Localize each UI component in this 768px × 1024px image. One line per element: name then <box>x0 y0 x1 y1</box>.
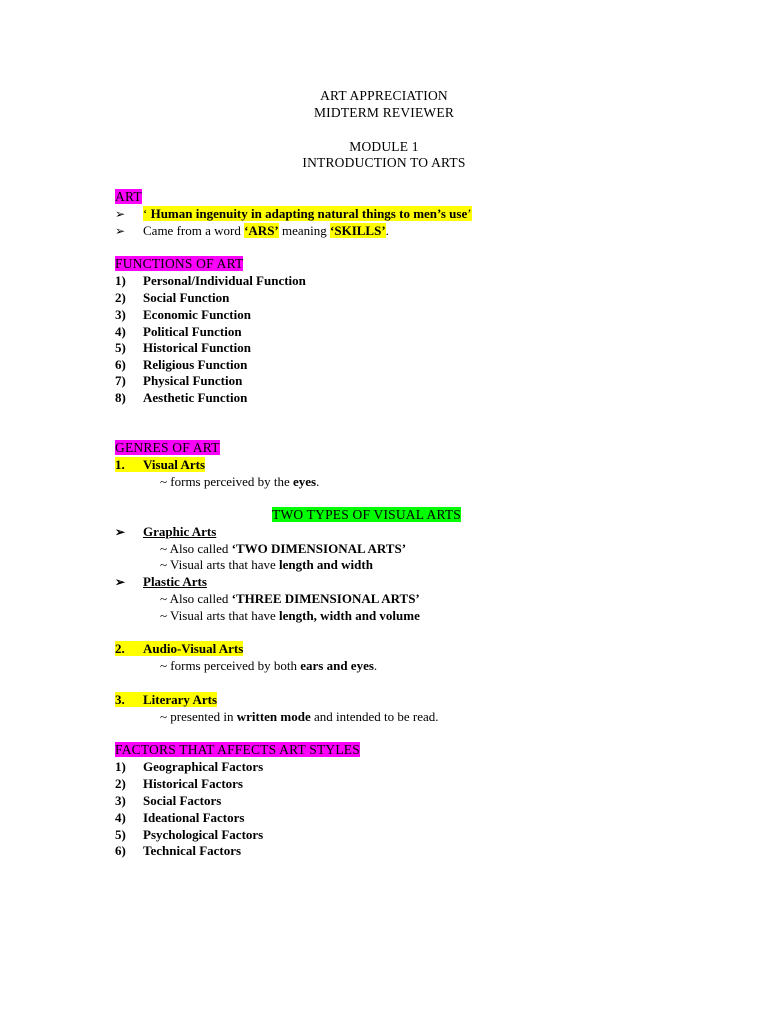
functions-heading <box>115 256 243 272</box>
list-item: 8) Aesthetic Function <box>115 390 248 405</box>
origin-post: . <box>385 223 389 238</box>
list-item: 4) Ideational Factors <box>115 810 245 825</box>
module-subtitle: INTRODUCTION TO ARTS <box>302 155 466 170</box>
graphic-arts-item <box>115 524 216 540</box>
plastic-arts-item <box>115 574 207 590</box>
list-item: 7) Physical Function <box>115 373 243 388</box>
literary-description: ~ presented in written mode and intended to be read. <box>160 709 439 724</box>
list-item: 3) Economic Function <box>115 307 251 322</box>
functions-heading-text: FUNCTIONS OF ART <box>115 256 244 271</box>
plastic-arts-title: Plastic Arts <box>143 574 207 589</box>
plastic-arts-line2: ~ Visual arts that have length, width and volume <box>160 608 420 623</box>
doc-title: ART APPRECIATION <box>320 88 448 103</box>
factors-heading-text: FACTORS THAT AFFECTS ART STYLES <box>115 742 360 757</box>
doc-subtitle: MIDTERM REVIEWER <box>313 105 455 120</box>
genre-visual-arts: 1. Visual Arts <box>115 457 205 472</box>
origin-pre: Came from a word <box>143 223 245 238</box>
quote-close: ’ <box>467 206 472 221</box>
origin-ars: ‘ARS’ <box>244 223 279 238</box>
genres-heading <box>115 440 220 456</box>
list-item: 6) Religious Function <box>115 357 248 372</box>
arrow-bullet-icon: ➢ <box>115 207 126 221</box>
list-item: 1) Geographical Factors <box>115 759 264 774</box>
genre-literary-arts: 3. Literary Arts <box>115 692 218 707</box>
arrow-bullet-icon: ➢ <box>115 224 126 238</box>
list-item: 5) Historical Function <box>115 340 251 355</box>
two-types-heading-text: TWO TYPES OF VISUAL ARTS <box>272 507 462 522</box>
list-item: 2) Social Function <box>115 290 230 305</box>
factors-heading <box>115 742 360 758</box>
arrow-bullet-icon: ➢ <box>115 575 126 589</box>
two-types-heading <box>272 507 461 523</box>
list-item: 3) Social Factors <box>115 793 222 808</box>
graphic-arts-line1: ~ Also called ‘TWO DIMENSIONAL ARTS’ <box>160 541 407 556</box>
arrow-bullet-icon: ➢ <box>115 525 126 539</box>
list-item: 1) Personal/Individual Function <box>115 273 306 288</box>
graphic-arts-line2: ~ Visual arts that have length and width <box>160 557 373 572</box>
plastic-arts-line1: ~ Also called ‘THREE DIMENSIONAL ARTS’ <box>160 591 420 606</box>
list-item: 4) Political Function <box>115 324 242 339</box>
art-bullet-definition <box>115 206 472 222</box>
list-item: 5) Psychological Factors <box>115 827 264 842</box>
module-title: MODULE 1 <box>349 139 419 154</box>
art-heading <box>115 189 142 205</box>
list-item: 6) Technical Factors <box>115 843 242 858</box>
art-definition-text: Human ingenuity in adapting natural things to men’s use <box>150 206 468 221</box>
graphic-arts-title: Graphic Arts <box>143 524 217 539</box>
quote-open: ‘ <box>143 206 151 221</box>
genres-heading-text: GENRES OF ART <box>115 440 220 455</box>
art-heading-text: ART <box>115 189 142 204</box>
art-bullet-origin <box>115 223 389 239</box>
origin-skills: ‘SKILLS’ <box>330 223 386 238</box>
audio-visual-description: ~ forms perceived by both ears and eyes. <box>160 658 378 673</box>
list-item: 2) Historical Factors <box>115 776 243 791</box>
visual-arts-description: ~ forms perceived by the eyes. <box>160 474 320 489</box>
genre-audio-visual-arts: 2. Audio-Visual Arts <box>115 641 244 656</box>
origin-mid: meaning <box>278 223 331 238</box>
